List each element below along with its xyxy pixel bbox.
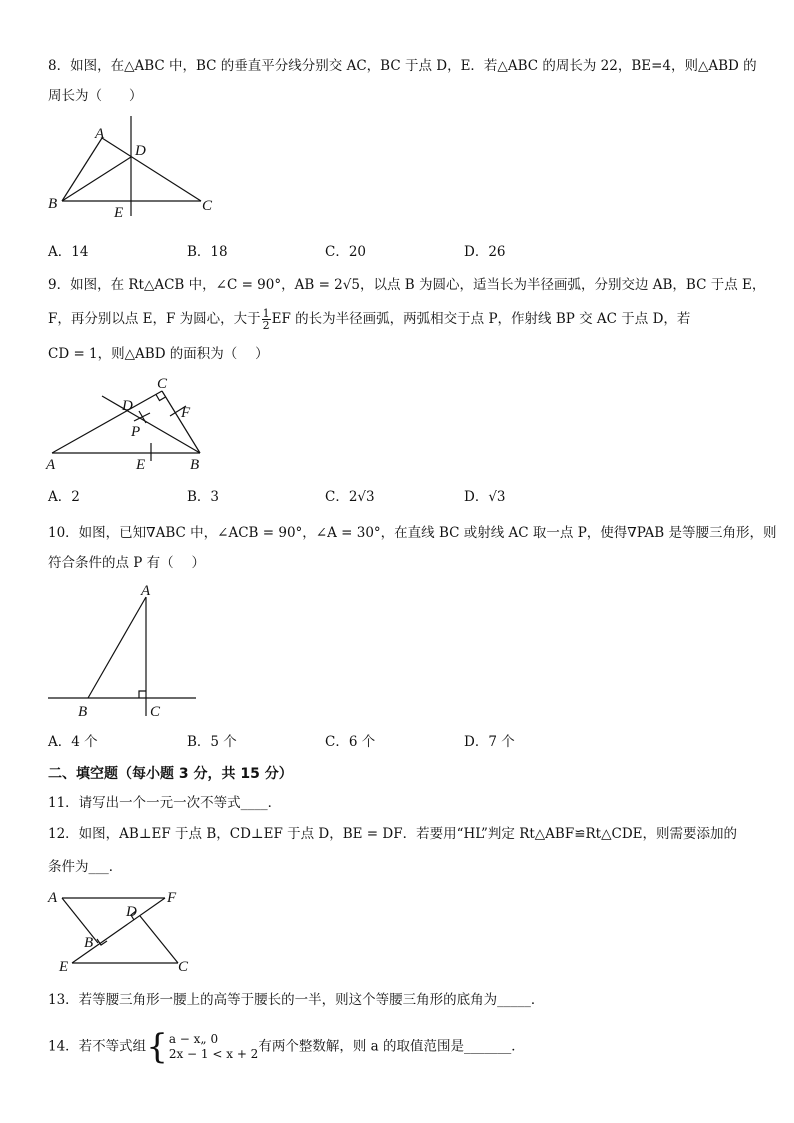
q12-line1: 12．如图，AB⊥EF 于点 B，CD⊥EF 于点 D，BE = DF．若要用“HL”判定 Rt△ABF≌Rt△CDE，则需要添加的 [48,826,738,842]
q8-option-d: D．26 [464,244,506,260]
q10-line1: 10．如图，已知∇ABC 中，∠ACB = 90°，∠A = 30°，在直线 BC 或射线 AC 取一点 P，使得∇PAB 是等腰三角形，则 [48,525,777,541]
q14-suffix: 有两个整数解，则 a 的取值范围是_______． [258,1038,525,1055]
q9-label-d: D [122,398,133,414]
q8-label-b: B [48,196,58,212]
q8-label-c: C [202,198,213,214]
q9-option-c: C．2√3 [325,489,375,505]
q14-line [48,1027,525,1067]
q10-option-b: B．5 个 [187,734,237,750]
q14-system [169,1032,259,1062]
q9-label-b: B [190,457,200,473]
q8-option-c: C．20 [325,244,367,260]
q8-label-d: D [135,143,146,159]
q8-label-e: E [114,205,124,221]
q8-label-a: A [95,126,105,142]
q10-option-d: D．7 个 [464,734,515,750]
q12-label-a: A [48,890,58,906]
q9-label-f: F [181,405,191,421]
q9-option-b: B．3 [187,489,220,505]
q14-prefix: 14．若不等式组 [48,1038,147,1055]
q9-line3: CD = 1，则△ABD 的面积为（ ） [48,346,269,362]
q9-label-c: C [157,376,168,392]
q10-label-b: B [78,704,88,720]
q12-label-b: B [84,935,94,951]
q8-option-b: B．18 [187,244,228,260]
q12-line2: 条件为___． [48,859,123,875]
q9-label-p: P [131,424,141,440]
q8-line2: 周长为（ ） [48,88,143,104]
q9-line2-part1: F，再分别以点 E，F 为圆心，大于 [48,311,261,327]
section-heading: 二、填空题（每小题 3 分，共 15 分） [48,766,293,782]
q10-option-c: C．6 个 [325,734,376,750]
q14-inequality-1: a − x„ 0 [168,1032,219,1046]
q9-label-e: E [136,457,146,473]
q9-line2-part2: EF 的长为半径画弧，两弧相交于点 P，作射线 BP 交 AC 于点 D，若 [271,311,691,327]
q14-brace: { [146,1027,168,1067]
q9-fraction-denominator: 2 [262,319,270,332]
q9-line1: 9．如图，在 Rt△ACB 中，∠C = 90°，AB = 2√5，以点 B 为圆心，适当长为半径画弧，分别交边 AB，BC 于点 E， [48,277,766,293]
q10-line2: 符合条件的点 P 有（ ） [48,555,205,571]
q12-label-d: D [126,904,137,920]
q13-text: 13．若等腰三角形一腰上的高等于腰长的一半，则这个等腰三角形的底角为_____． [48,992,545,1008]
q10-option-a: A．4 个 [48,734,98,750]
q9-option-a: A．2 [48,489,80,505]
q10-label-a: A [141,583,151,599]
q8-option-a: A．14 [48,244,89,260]
q8-line1: 8．如图，在△ABC 中，BC 的垂直平分线分别交 AC，BC 于点 D，E．若△ABC 的周长为 22，BE=4，则△ABD 的 [48,58,757,74]
q11-text: 11．请写出一个一元一次不等式____． [48,795,282,811]
q10-label-c: C [150,704,161,720]
q12-label-f: F [167,890,177,906]
q9-fraction-numerator: 1 [262,307,270,320]
q12-label-c: C [178,959,189,975]
q14-inequality-2: 2x − 1 < x + 2 [168,1047,259,1061]
q9-option-d: D．√3 [464,489,506,505]
q9-label-a: A [46,457,56,473]
q12-label-e: E [59,959,69,975]
